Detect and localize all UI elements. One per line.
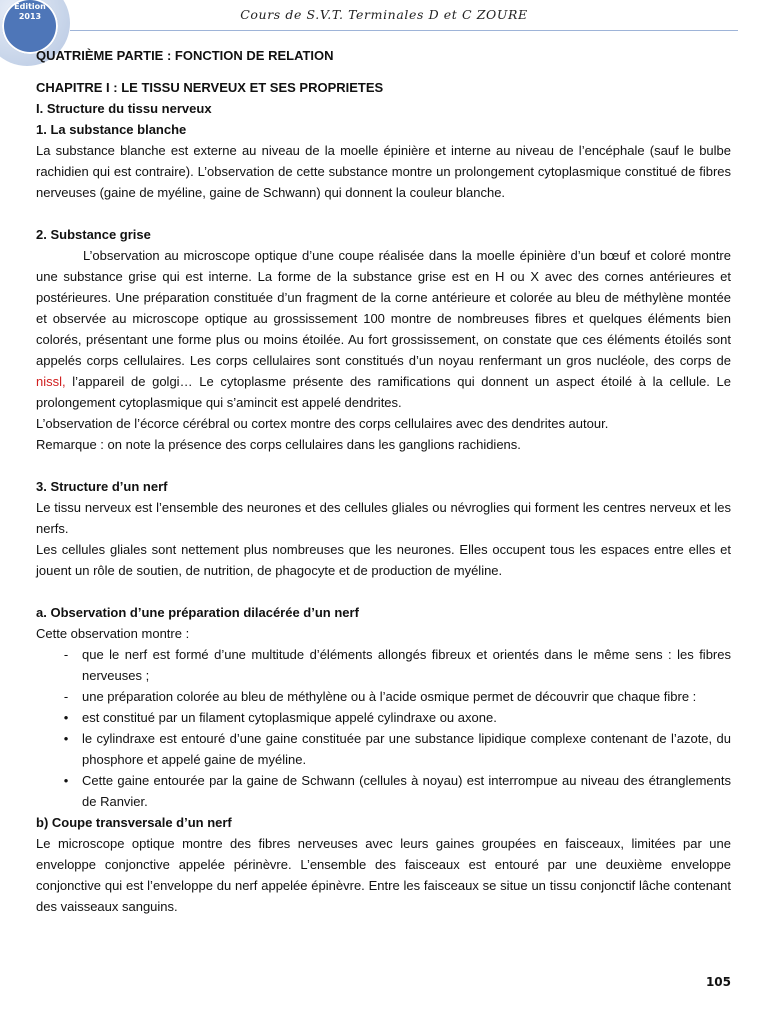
- paragraph-text: l’appareil de golgi… Le cytoplasme présente des ramifications qui donnent un aspect étoilé à la cellule. Le prolongement cytoplasmique qui s’amincit est appelé dendrites.: [36, 374, 731, 410]
- highlight-term: nissl,: [36, 374, 66, 389]
- list-item: [36, 707, 731, 728]
- paragraph: Le tissu nerveux est l’ensemble des neurones et des cellules gliales ou névroglies qui forment les centres nerveux et les nerfs.: [36, 500, 731, 536]
- dash-marker: -: [63, 689, 69, 704]
- section-title: I. Structure du tissu nerveux: [36, 101, 212, 116]
- paragraph: L’observation de l’écorce cérébral ou cortex montre des corps cellulaires avec des dendrites autour.: [36, 416, 609, 431]
- paragraph-text: L’observation au microscope optique d’une coupe réalisée dans la moelle épinière d’un bœuf et coloré montre une substance grise qui est interne. La forme de la substance grise est en H ou X avec des cornes antérieures et postérieures. Une préparation constituée d’un fragment de la corne antérieure et colorée au bleu de méthylène montée et observée au microscope optique au grossissement 100 montre de nombreuses fibres et quelques éléments bien colorés, présentant une forme plus ou moins étoilée. Au fort grossissement, on constate que ces éléments étoilés sont appelés corps cellulaires. Les corps cellulaires sont constitués d’un noyau renfermant un gros nucléole, des corps de: [36, 248, 731, 368]
- subsection-title: 3. Structure d’un nerf: [36, 479, 168, 494]
- dash-marker: -: [63, 647, 69, 662]
- header-rule: [70, 30, 738, 31]
- list-item-text: que le nerf est formé d’une multitude d’éléments allongés fibreux et orientés dans le même sens : les fibres nerveuses ;: [82, 647, 731, 683]
- page-number: 105: [705, 975, 731, 989]
- remark: Remarque : on note la présence des corps cellulaires dans les ganglions rachidiens.: [36, 437, 521, 452]
- chapter-title: CHAPITRE I : LE TISSU NERVEUX ET SES PROPRIETES: [36, 80, 384, 95]
- paragraph: La substance blanche est externe au niveau de la moelle épinière et interne au niveau de l’encéphale (sauf le bulbe rachidien qui est contraire). L’observation de cette substance montre un prolongement cytoplasmique constitué de fibres nerveuses (gaine de myéline, gaine de Schwann) qui donnent la couleur blanche.: [36, 143, 731, 200]
- subsection-title: b) Coupe transversale d’un nerf: [36, 815, 232, 830]
- subsection-title: 1. La substance blanche: [36, 122, 187, 137]
- list-item-text: une préparation colorée au bleu de méthylène ou à l’acide osmique permet de découvrir que chaque fibre :: [82, 689, 697, 704]
- paragraph: Le microscope optique montre des fibres nerveuses avec leurs gaines groupées en faisceaux, limitées par une enveloppe conjonctive appelée périnèvre. L’ensemble des faisceaux est entouré par une deuxième enveloppe conjonctive qui est l’enveloppe du nerf appelée épinèvre. Entre les faisceaux se situe un tissu conjonctif lâche contenant des vaisseaux sanguins.: [36, 836, 731, 914]
- bullet-marker: •: [63, 773, 69, 788]
- paragraph: Cette observation montre :: [36, 626, 190, 641]
- list-item: [36, 728, 731, 770]
- header-title: Cours de S.V.T. Terminales D et C ZOURE: [240, 7, 528, 22]
- bullet-marker: •: [63, 731, 69, 746]
- observation-list: [36, 644, 731, 812]
- subsection-title: 2. Substance grise: [36, 227, 151, 242]
- part-title: QUATRIÈME PARTIE : FONCTION DE RELATION: [36, 48, 334, 63]
- subsection-title: a. Observation d’une préparation dilacérée d’un nerf: [36, 605, 359, 620]
- list-item: [36, 770, 731, 812]
- edition-label: Edition: [14, 2, 46, 11]
- list-item: [36, 644, 731, 686]
- content-body: [36, 45, 731, 917]
- paragraph: Les cellules gliales sont nettement plus nombreuses que les neurones. Elles occupent tous les espaces entre elles et jouent un rôle de soutien, de nutrition, de phagocyte et de production de myéline.: [36, 542, 731, 578]
- list-item-text: est constitué par un filament cytoplasmique appelé cylindraxe ou axone.: [82, 710, 497, 725]
- bullet-marker: •: [63, 710, 69, 725]
- paragraph: [36, 245, 731, 413]
- list-item: [36, 686, 731, 707]
- edition-year: 2013: [18, 12, 42, 21]
- list-item-text: le cylindraxe est entouré d’une gaine constituée par une substance lipidique complexe contenant de l’azote, du phosphore et appelé gaine de myéline.: [82, 731, 731, 767]
- list-item-text: Cette gaine entourée par la gaine de Schwann (cellules à noyau) est interrompue au niveau des étranglements de Ranvier.: [82, 773, 731, 809]
